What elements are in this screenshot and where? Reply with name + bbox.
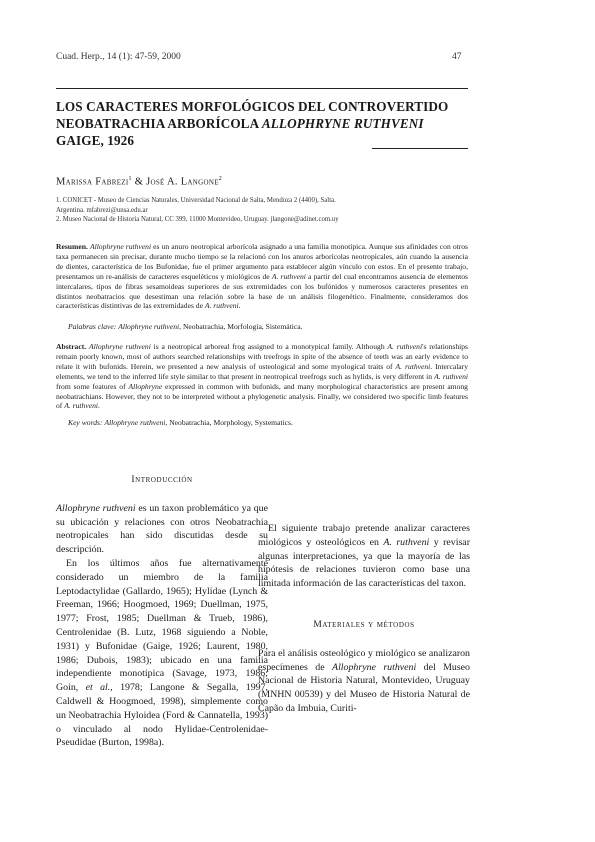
materiales-paragraph-1 bbox=[258, 647, 470, 716]
abstract-text: is a neotropical arboreal frog assigned to a monotypical family. Although bbox=[150, 342, 388, 351]
left-column bbox=[56, 474, 268, 750]
title-rule bbox=[372, 148, 468, 149]
title-part1: LOS CARACTERES MORFOLÓGICOS DEL CONTROVERTIDO NEOBATRACHIA ARBORÍCOLA bbox=[56, 99, 449, 131]
intro-p2-text: En los últimos años fue alternativamente considerado un miembro de la familia Leptodactylidae (Gallardo, 1965); Hylidae (Lynch & Freeman, 1966; Hoogmoed, 1969; Duellman, 1975, 1977; Frost, 1985; Duellman & Trueb, 1986), Centrolenidae (B. Lutz, 1968 siguiendo a Noble, 1931) y Bufonidae (Gaige, 1926; Laurent, 1980, 1986; Dubois, 1983); ubicado en una familia independiente monotípica (Savage, 1973, 1986; Goin, bbox=[56, 557, 268, 694]
page-number: 47 bbox=[452, 52, 462, 62]
resumen-paragraph bbox=[56, 242, 468, 311]
resumen-species-2: A. ruthveni bbox=[271, 271, 306, 281]
intro-paragraph-3 bbox=[258, 522, 470, 591]
palabras-clave-text: , Neobatrachia, Morfología, Sistemática. bbox=[179, 322, 303, 331]
abstract-species-5: Allophryne bbox=[128, 381, 163, 391]
abstract-species-3: A. ruthveni bbox=[395, 361, 431, 371]
materiales-p1-text-b: del Museo Nacional de Historia Natural, Montevideo, Uruguay (MNHN 00539) y del Museo de Historia Natural de Capão da Imbuia, Curiti- bbox=[258, 661, 470, 714]
author-1-sup: 1 bbox=[128, 176, 132, 182]
intro-p2-etal: et al. bbox=[85, 682, 111, 694]
abstract-species: Allophryne ruthveni bbox=[88, 342, 151, 351]
resumen-species: Allophryne ruthveni bbox=[89, 242, 152, 251]
abstract-species-4: A. ruthveni bbox=[434, 371, 469, 381]
title-part2: GAIGE, 1926 bbox=[56, 133, 135, 148]
introduccion-heading: Introducción bbox=[131, 475, 193, 485]
right-column bbox=[258, 478, 470, 716]
resumen-text-2: a partir del cual encontramos ausencia de elementos intercalares, tipos de fibras sesamoideas superiores de sus extremidades con los bufónidos y numerosos caracteres presentes en distintos neobatracios que desestiman una relación sobre la base de un análisis filogenético. Finalmente, consideramos dos características distintivas de las extremidades de bbox=[56, 271, 469, 311]
materiales-p1-species: Allophryne ruthveni bbox=[332, 661, 417, 673]
keywords bbox=[68, 418, 468, 428]
intro-paragraph-2 bbox=[56, 557, 268, 750]
materiales-heading: Materiales y métodos bbox=[313, 619, 415, 630]
resumen-text-3: . bbox=[238, 301, 241, 311]
author-2-sup: 2 bbox=[218, 176, 223, 182]
running-header-citation: Cuad. Herp., 14 (1): 47-59, 2000 bbox=[56, 52, 181, 62]
abstract-text-4: from some features of bbox=[56, 381, 129, 391]
resumen-species-3: A. ruthveni bbox=[204, 301, 239, 311]
author-separator: & bbox=[131, 176, 147, 188]
affiliation-line-2: Argentina. mfabrezi@unsa.edu.ar bbox=[56, 206, 148, 214]
materiales-p1-text-a: Para el análisis osteológico y miológico se analizaron especímenes de bbox=[258, 647, 470, 673]
affiliations bbox=[56, 196, 416, 225]
palabras-clave-label: Palabras clave: bbox=[68, 322, 117, 331]
abstract-species-2: A. ruthveni bbox=[387, 342, 423, 351]
abstract-text-2: 's relationships remain poorly known, most of authors searched relationships with treefrogs in spite of the absence of teeth was an early evidence to relate it with bufonids. Herein, we presented a new analysis of osteological and some myological traits of bbox=[56, 342, 469, 371]
header-rule bbox=[56, 88, 468, 89]
palabras-clave bbox=[68, 322, 468, 332]
author-2: José A. Langone bbox=[146, 176, 219, 188]
abstract-text-6: . bbox=[97, 401, 100, 411]
intro-p3-text-a: El siguiente trabajo pretende analizar caracteres miológicos y osteológicos en bbox=[258, 523, 470, 548]
paper-title bbox=[56, 98, 461, 149]
affiliation-line-1: 1. CONICET - Museo de Ciencias Naturales, Universidad Nacional de Salta, Mendoza 2 (4400), Salta. bbox=[56, 197, 336, 204]
authors bbox=[56, 176, 222, 188]
title-species: ALLOPHRYNE RUTHVENI bbox=[261, 116, 424, 131]
affiliation-line-3: 2. Museo Nacional de Historia Natural, CC 399, 11000 Montevideo, Uruguay. jlangone@adinet.com.uy bbox=[56, 216, 339, 223]
intro-p1-species: Allophryne ruthveni bbox=[56, 502, 136, 514]
intro-p3-text-b: y revisar algunas interpretaciones, ya que la mayoría de las hipótesis de relaciones tuvieron como base una limitada información de las características del taxon. bbox=[258, 536, 470, 590]
palabras-clave-species: Allophryne ruthveni bbox=[118, 322, 180, 331]
abstract-text-5: expressed in common with bufonids, and many morphological characteristics are present among neobatrachians. However, they not to be interpreted without a phylogenetic analysis. Finally, we considered two specific limb features of bbox=[56, 381, 468, 411]
resumen-text: es un anuro neotropical arborícola asignado a una familia monotípica. Aunque sus afinidades con otros taxa permanecen sin precisar, durante mucho tiempo se la relacionó con los anuros arborícolas neotropicales, aún cuando la ausencia de dientes, característica de los Bufonidae, fue el primer argumento para establecer algún vínculo con estos. En el presente trabajo, presentamos un re-análisis de caracteres esqueléticos y miológicos de bbox=[56, 242, 469, 281]
author-1: Marissa Fabrezi bbox=[56, 176, 129, 188]
intro-paragraph-1 bbox=[56, 502, 268, 557]
intro-p1-text: es un taxon problemático ya que su ubicación y relaciones con otros Neobatrachia neotropicales han sido discutidas desde su descripción. bbox=[56, 502, 268, 556]
resumen-label: Resumen. bbox=[56, 242, 88, 251]
abstract-species-6: A. ruthveni bbox=[64, 401, 98, 411]
abstract-text-3: . Intercalary elements, we tend to the inferred life style similar to that present in neotropical treefrogs such as hylids, is very different in bbox=[56, 361, 469, 381]
intro-p2-text-b: , 1978; Langone & Segalla, 1997, Caldwell & Hoogmoed, 1998), simplemente como un Neobatrachia Hyloidea (Ford & Cannatella, 1993) o vinculado al nodo Hylidae-Centrolenidae-Pseudidae (Burton, 1998a). bbox=[56, 682, 268, 749]
abstract-label: Abstract. bbox=[56, 342, 87, 351]
keywords-species: Allophryne ruthveni bbox=[104, 418, 166, 427]
abstract-paragraph bbox=[56, 342, 468, 411]
intro-p3-species: A. ruthveni bbox=[383, 536, 430, 548]
keywords-label: Key words: bbox=[68, 418, 103, 427]
keywords-text: , Neobatrachia, Morphology, Systematics. bbox=[165, 418, 293, 427]
